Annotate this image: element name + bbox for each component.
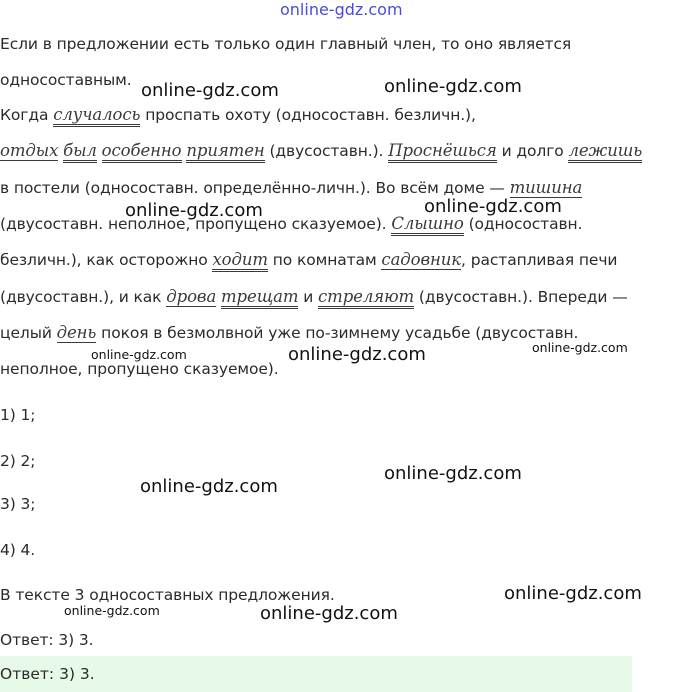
text-line-8: неполное, пропущено сказуемое). <box>0 360 279 378</box>
text-line-7 <box>0 322 578 344</box>
subject: день <box>56 323 97 342</box>
text: Когда <box>0 106 54 124</box>
watermark: online-gdz.com <box>424 196 562 217</box>
answer-highlight-box <box>0 656 632 692</box>
intro-line-1: Если в предложении есть только один главный член, то оно является <box>0 35 572 53</box>
text: по комнатам <box>267 251 382 269</box>
predicate: стреляют <box>318 287 414 309</box>
watermark: online-gdz.com <box>141 80 279 101</box>
watermark: online-gdz.com <box>532 340 628 355</box>
watermark: online-gdz.com <box>140 476 278 497</box>
text: и <box>298 288 319 306</box>
text: и долго <box>496 142 569 160</box>
watermark: online-gdz.com <box>260 603 398 624</box>
answer-text: Ответ: 3) 3. <box>0 631 94 649</box>
predicate: трещат <box>221 287 298 309</box>
watermark: online-gdz.com <box>384 76 522 97</box>
predicate: особенно <box>102 141 182 163</box>
text: (двусоставн. неполное, пропущено сказуемое). <box>0 215 392 233</box>
watermark: online-gdz.com <box>91 347 187 362</box>
watermark: online-gdz.com <box>504 583 642 604</box>
predicate: приятен <box>186 141 264 163</box>
text-line-1 <box>0 104 476 126</box>
text: покоя в безмолвной уже по-зимнему усадьбе (двусоставн. <box>96 324 579 342</box>
text: целый <box>0 324 57 342</box>
text: (двусоставн.), и как <box>0 288 167 306</box>
text-line-6 <box>0 286 628 308</box>
watermark-header: online-gdz.com <box>280 0 403 19</box>
conclusion-text: В тексте 3 односоставных предложения. <box>0 586 335 604</box>
answer-highlight-text: Ответ: 3) 3. <box>0 665 95 683</box>
text-line-2 <box>0 140 642 162</box>
option-1: 1) 1; <box>0 406 36 424</box>
predicate: Слышно <box>391 214 463 236</box>
subject: садовник <box>381 250 462 269</box>
text: проспать охоту (односоставн. безличн.), <box>140 106 476 124</box>
predicate: ходит <box>212 250 267 272</box>
predicate: случалось <box>53 105 140 127</box>
text: , растапливая печи <box>461 251 618 269</box>
watermark: online-gdz.com <box>384 463 522 484</box>
intro-line-2: односоставным. <box>0 71 132 89</box>
watermark: online-gdz.com <box>64 603 160 618</box>
option-4: 4) 4. <box>0 541 36 559</box>
subject: отдых <box>0 141 59 160</box>
option-3: 3) 3; <box>0 495 36 513</box>
predicate: лежишь <box>568 141 642 163</box>
text: безличн.), как осторожно <box>0 251 213 269</box>
text: (двусоставн.). <box>264 142 389 160</box>
text-line-5 <box>0 249 617 271</box>
subject: дрова <box>166 287 217 306</box>
watermark: online-gdz.com <box>125 200 263 221</box>
option-2: 2) 2; <box>0 452 36 470</box>
watermark: online-gdz.com <box>288 344 426 365</box>
text: в постели (односоставн. определённо-личн.). Во всём доме — <box>0 179 510 197</box>
predicate: был <box>63 141 97 163</box>
predicate: Проснёшься <box>388 141 497 163</box>
subject: тишина <box>509 178 583 197</box>
text: (двусоставн.). Впереди — <box>414 288 628 306</box>
text: (односоставн. <box>463 215 583 233</box>
